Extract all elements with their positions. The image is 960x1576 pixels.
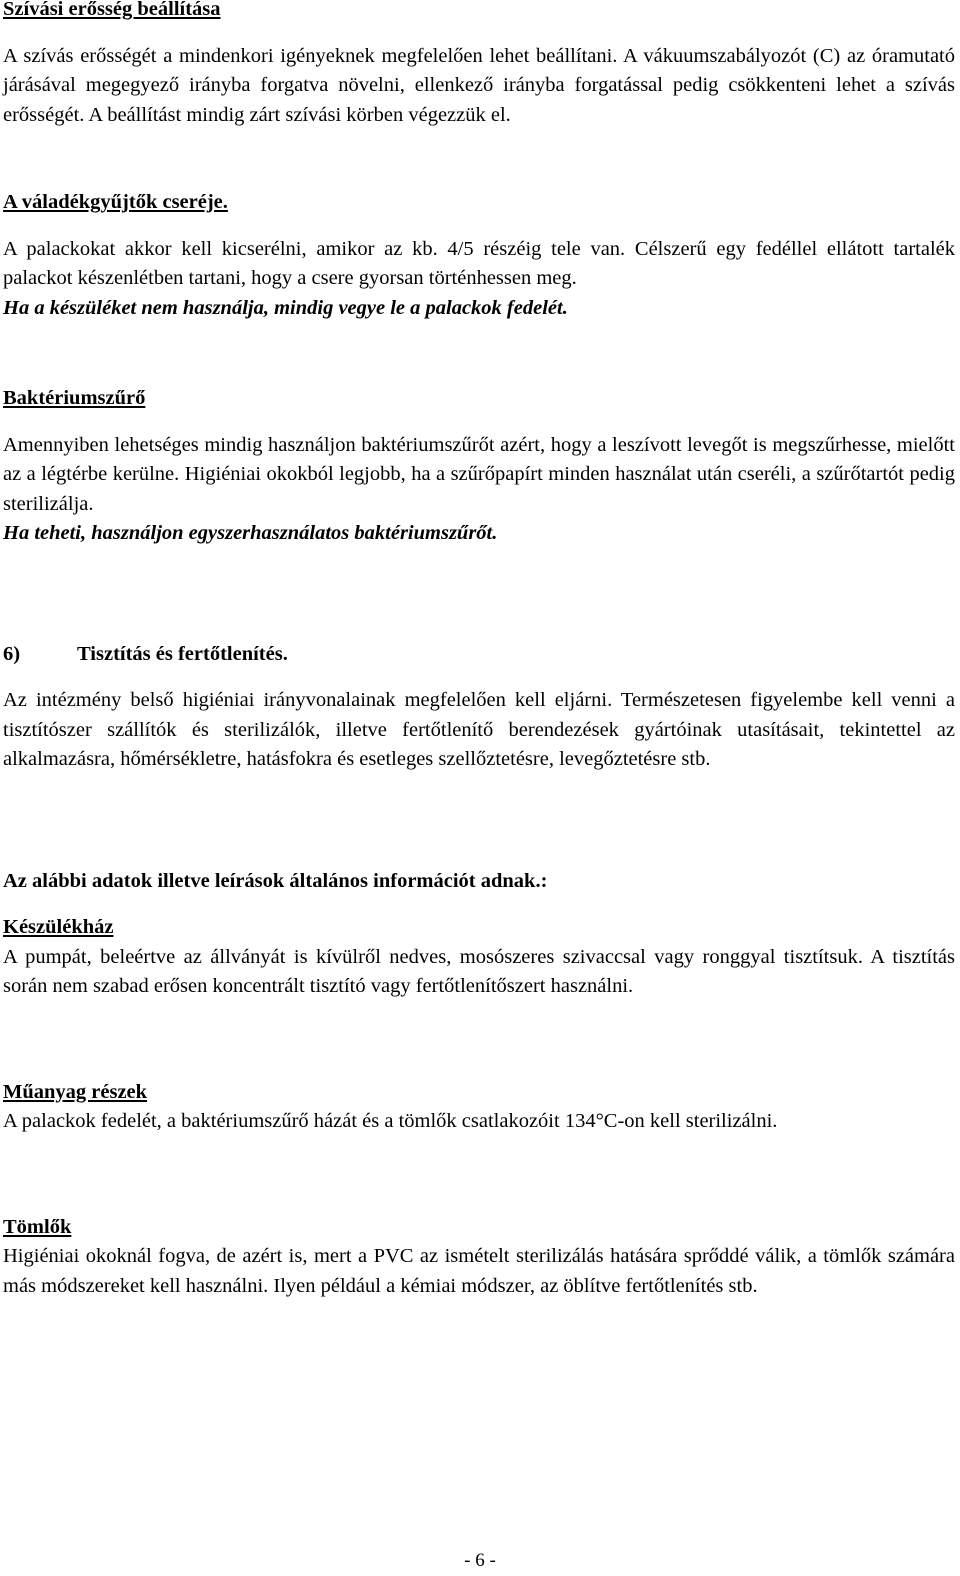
general-info-heading: Az alábbi adatok illetve leírások általános információt adnak.: [3, 869, 548, 892]
cleaning-paragraph: Az intézmény belső higiéniai irányvonalainak megfelelően kell eljárni. Természetesen figyelembe kell venni a tisztítószer szállítók és sterilizálók, illetve fertőtlenítő berendezések gyártóinak utasításait, tekintettel az alkalmazásra, hőmérsékletre, hatásfokra és esetleges szellőztetésre, levegőztetésre stb. [3, 689, 955, 770]
filter-paragraph: Amennyiben lehetséges mindig használjon baktériumszűrőt azért, hogy a leszívott levegőt is megszűrhesse, mielőtt az a légtérbe kerülne. Higiéniai okokból legjobb, ha a szűrőpapírt minden használat után cseréli, a szűrőtartót pedig sterilizálja. [3, 433, 955, 515]
cleaning-title: Tisztítás és fertőtlenítés. [77, 642, 288, 665]
housing-title: Készülékház [3, 916, 114, 938]
page-number: - 6 - [464, 1550, 496, 1571]
waste-paragraph: A palackokat akkor kell kicserélni, amikor az kb. 4/5 részéig tele van. Célszerű egy fedéllel ellátott tartalék palackot készenlétben tartani, hogy a csere gyorsan történhessen meg. [3, 237, 955, 289]
cleaning-heading [3, 640, 955, 670]
waste-title: A váladékgyűjtők cseréje. [3, 191, 228, 213]
suction-title: Szívási erősség beállítása [3, 0, 221, 20]
document-page [3, 0, 955, 1301]
housing-paragraph: A pumpát, beleértve az állványát is kívülről nedves, mosószeres szivaccsal vagy ronggyal tisztítsuk. A tisztítás során nem szabad erősen koncentrált tisztító vagy fertőtlenítőszert használni. [3, 945, 955, 997]
hoses-paragraph: Higiéniai okoknál fogva, de azért is, mert a PVC az ismételt sterilizálás hatására sprőddé válik, a tömlők számára más módszereket kell használni. Ilyen például a kémiai módszer, az öblítve fertőtlenítés stb. [3, 1245, 955, 1297]
plastic-title: Műanyag részek [3, 1080, 148, 1103]
filter-title: Baktériumszűrő [3, 387, 146, 409]
waste-note: Ha a készüléket nem használja, mindig vegye le a palackok fedelét. [3, 296, 568, 319]
hoses-title: Tömlők [3, 1215, 72, 1238]
suction-paragraph: A szívás erősségét a mindenkori igényeknek megfelelően lehet beállítani. A vákuumszabályozót (C) az óramutató járásával megegyező irányba forgatva növelni, ellenkező irányba forgatással pedig csökkenteni lehet a szívás erősségét. A beállítást mindig zárt szívási körben végezzük el. [3, 44, 955, 126]
cleaning-number: 6) [3, 642, 21, 665]
filter-note: Ha teheti, használjon egyszerhasználatos baktériumszűrőt. [3, 522, 498, 544]
plastic-paragraph: A palackok fedelét, a baktériumszűrő házát és a tömlők csatlakozóit 134°C-on kell sterilizálni. [3, 1110, 778, 1132]
